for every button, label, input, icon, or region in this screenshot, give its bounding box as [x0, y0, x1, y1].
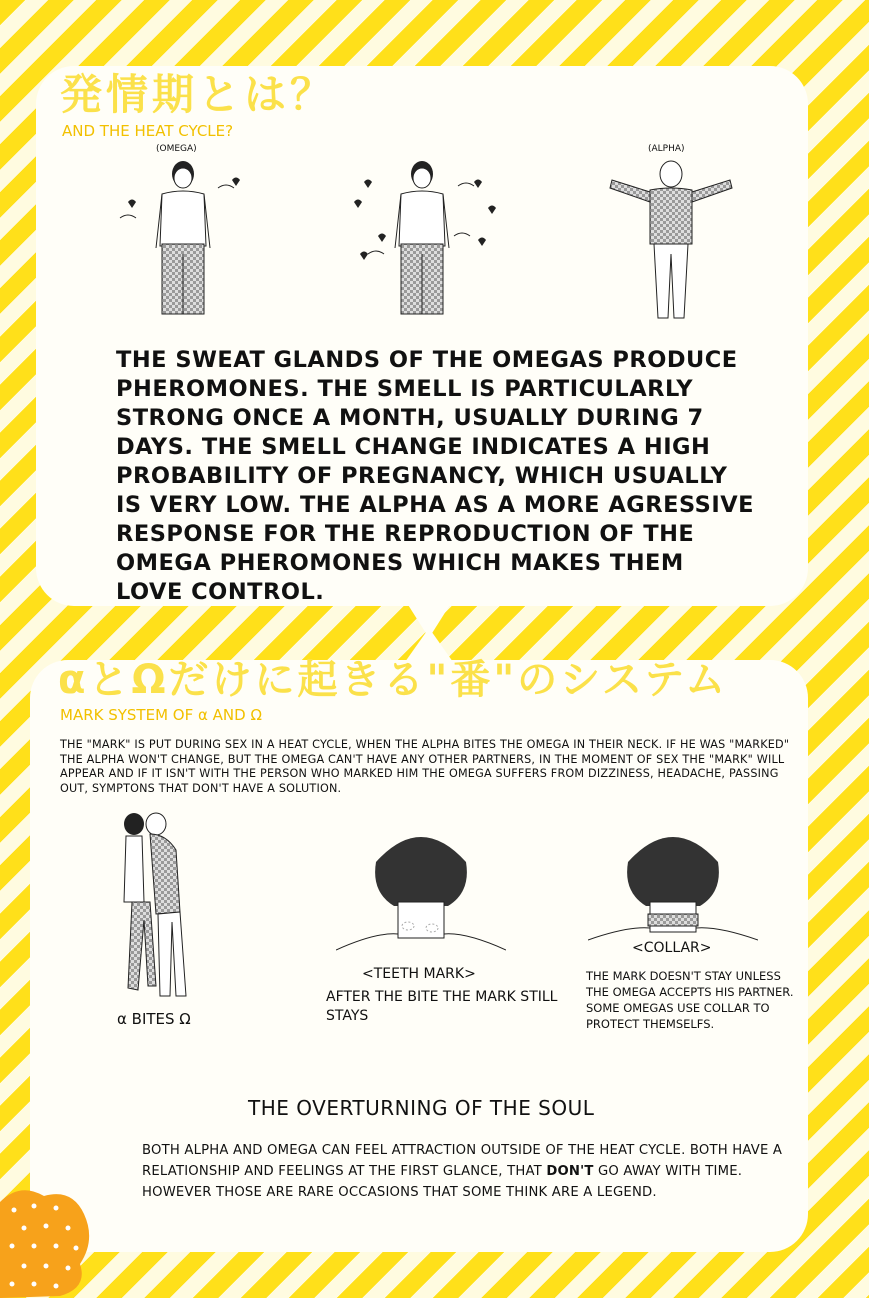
alpha-bites-omega-caption: α BITES Ω: [117, 1010, 191, 1028]
mark-system-description: THE "MARK" IS PUT DURING SEX IN A HEAT CYCLE, WHEN THE ALPHA BITES THE OMEGA IN THEIR NECK. IF HE WAS "MARKED" THE ALPHA WON'T CHANGE, BUT THE OMEGA CAN'T HAVE ANY OTHER PARTNERS, IN THE MOMENT OF SEX THE "MARK" WILL APPEAR AND IF IT ISN'T WITH THE PERSON WHO MARKED HIM THE OMEGA SUFFERS FROM DIZZINESS, HEADACHE, PASSING OUT, SYMPTONS THAT DON'T HAVE A SOLUTION.: [60, 738, 790, 795]
soul-text-part-1: BOTH ALPHA AND OMEGA CAN FEEL ATTRACTION OUTSIDE OF THE HEAT CYCLE. BOTH HAVE A RELATIONSHIP AND FEELINGS AT THE FIRST GLANCE, THAT: [142, 1143, 783, 1179]
heat-cycle-jp-title: 発情期とは？: [60, 70, 337, 119]
omega-figure-label: (OMEGA): [156, 144, 197, 154]
collar-neck-illustration: [588, 822, 758, 942]
alpha-figure-illustration: [606, 158, 736, 328]
omega-figure-illustration: [118, 158, 248, 328]
soul-overturning-description: [142, 1140, 792, 1203]
alpha-figure-label: (ALPHA): [648, 144, 685, 154]
soul-overturning-title: THE OVERTURNING OF THE SOUL: [248, 1096, 595, 1120]
teeth-mark-caption: AFTER THE BITE THE MARK STILL STAYS: [326, 989, 558, 1024]
teeth-mark-neck-illustration: [336, 822, 506, 962]
soul-text-part-2: GO AWAY WITH TIME. HOWEVER THOSE ARE RARE OCCASIONS THAT SOME THINK ARE A LEGEND.: [142, 1164, 743, 1200]
collar-title: <COLLAR>: [632, 940, 712, 956]
teeth-mark-title: <TEETH MARK>: [362, 966, 476, 982]
heat-cycle-description: THE SWEAT GLANDS OF THE OMEGAS PRODUCE PHEROMONES. THE SMELL IS PARTICULARLY STRONG ONCE A MONTH, USUALLY DURING 7 DAYS. THE SMELL CHANGE INDICATES A HIGH PROBABILITY OF PREGNANCY, WHICH USUALLY IS VERY LOW. THE ALPHA AS A MORE AGRESSIVE RESPONSE FOR THE REPRODUCTION OF THE OMEGA PHEROMONES WHICH MAKES THEM LOVE CONTROL.: [116, 347, 755, 605]
mark-system-subtitle: MARK SYSTEM OF α AND Ω: [60, 706, 262, 724]
omega-pheromone-illustration: [350, 158, 500, 328]
polka-dot-blob-decoration: [0, 1188, 92, 1298]
heat-cycle-subtitle: AND THE HEAT CYCLE?: [62, 122, 234, 140]
collar-caption: THE MARK DOESN'T STAY UNLESS THE OMEGA ACCEPTS HIS PARTNER. SOME OMEGAS USE COLLAR TO PROTECT THEMSELFS.: [586, 969, 794, 1031]
alpha-bites-omega-illustration: [110, 810, 210, 1010]
soul-text-emphasis: DON'T: [546, 1164, 594, 1179]
mark-system-jp-title: αとΩだけに起きる"番"のシステム: [58, 657, 729, 703]
